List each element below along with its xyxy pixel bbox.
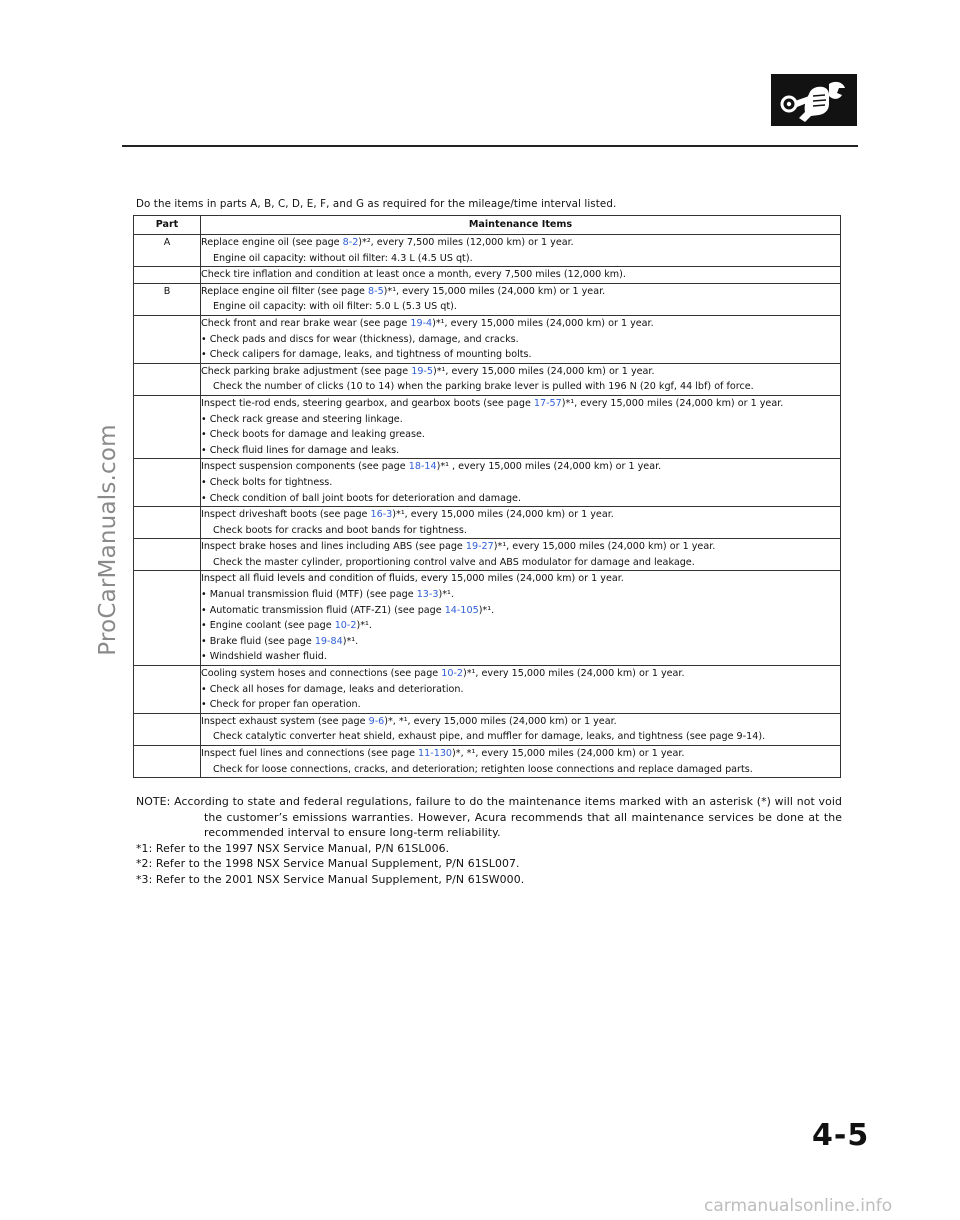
wrench-fist-icon	[771, 74, 857, 126]
page-reference-link[interactable]: 14-105	[444, 604, 479, 616]
page-reference-link[interactable]: 19-5	[411, 365, 433, 377]
page-reference-link[interactable]: 13-3	[416, 589, 439, 601]
item-line-text: Cooling system hoses and connections (see page	[201, 668, 442, 680]
table-row	[134, 571, 841, 666]
page-reference-link[interactable]: 17-57	[533, 397, 562, 409]
side-watermark: ProCarManuals.com	[95, 424, 121, 656]
table-row	[134, 746, 841, 778]
items-cell	[201, 235, 841, 267]
part-cell	[134, 507, 201, 539]
item-line-text: Inspect fuel lines and connections (see page	[201, 748, 419, 759]
item-line-text: )*¹, every 15,000 miles (24,000 km) or 1 year.	[463, 668, 685, 680]
page-reference-link[interactable]: 19-4	[410, 317, 433, 329]
item-line-text: Replace engine oil (see page	[201, 237, 343, 248]
col-items-header: Maintenance Items	[201, 216, 841, 235]
item-line: • Check all hoses for damage, leaks and deterioration.	[201, 683, 464, 695]
note-text: NOTE: According to state and federal regulations, failure to do the maintenance items marked with an asterisk (*) will not void the customer’s emissions warranties. However, Acura recommends that all maintenance services be done at the recommended interval to ensure long-term reliability.	[136, 795, 842, 840]
footnote-3: *3: Refer to the 2001 NSX Service Manual Supplement, P/N 61SW000.	[136, 872, 525, 886]
item-line	[201, 507, 840, 523]
item-line-text: )*¹.	[478, 604, 495, 616]
item-line: Inspect all fluid levels and condition of fluids, every 15,000 miles (24,000 km) or 1 year.	[201, 573, 624, 585]
item-line	[201, 666, 840, 682]
item-line: Check catalytic converter heat shield, exhaust pipe, and muffler for damage, leaks, and tightness (see page 9-14).	[213, 731, 766, 743]
items-cell	[201, 459, 841, 507]
table-row	[134, 315, 841, 363]
table-body	[134, 235, 841, 778]
item-line: Engine oil capacity: without oil filter: 4.3 L (4.5 US qt).	[213, 252, 473, 264]
item-line	[201, 634, 840, 650]
footnote-2: *2: Refer to the 1998 NSX Service Manual Supplement, P/N 61SL007.	[136, 857, 520, 871]
item-line-text: )*¹, every 15,000 miles (24,000 km) or 1 year.	[392, 509, 614, 521]
page-reference-link[interactable]: 11-130	[418, 748, 453, 759]
part-cell	[134, 713, 201, 745]
item-line: Engine oil capacity: with oil filter: 5.0 L (5.3 US qt).	[213, 301, 457, 313]
part-cell	[134, 363, 201, 395]
table-header-row	[134, 216, 841, 235]
item-line-text: )*¹, every 15,000 miles (24,000 km) or 1 year.	[383, 285, 606, 297]
table-row	[134, 713, 841, 745]
table-row	[134, 235, 841, 267]
items-cell	[201, 267, 841, 284]
item-line	[201, 396, 840, 412]
items-cell	[201, 507, 841, 539]
intro-text: Do the items in parts A, B, C, D, E, F, and G as required for the mileage/time interval listed.	[136, 198, 617, 210]
table-row	[134, 267, 841, 284]
item-line: • Check boots for damage and leaking grease.	[201, 429, 425, 441]
table-row	[134, 459, 841, 507]
item-line	[201, 746, 840, 762]
notes-block	[136, 794, 842, 888]
page-reference-link[interactable]: 18-14	[408, 461, 437, 473]
part-cell: B	[134, 283, 201, 315]
items-cell	[201, 539, 841, 571]
item-line-text: )*¹.	[438, 589, 454, 601]
part-cell	[134, 395, 201, 458]
page-reference-link[interactable]: 9-6	[368, 715, 385, 727]
item-line: Check tire inflation and condition at least once a month, every 7,500 miles (12,000 km).	[201, 269, 626, 281]
items-cell	[201, 571, 841, 666]
part-cell	[134, 459, 201, 507]
items-cell	[201, 713, 841, 745]
item-line-text: Replace engine oil filter (see page	[201, 285, 368, 297]
table-row	[134, 395, 841, 458]
item-line: • Check condition of ball joint boots for deterioration and damage.	[201, 492, 522, 504]
item-line-text: Inspect suspension components (see page	[201, 461, 409, 473]
item-line-text: )*, *¹, every 15,000 miles (24,000 km) or 1 year.	[452, 748, 685, 759]
col-part-header: Part	[134, 216, 201, 235]
item-line-text: Inspect brake hoses and lines including ABS (see page	[201, 541, 466, 553]
table-row	[134, 539, 841, 571]
item-line: • Check fluid lines for damage and leaks.	[201, 444, 400, 456]
item-line	[201, 235, 840, 251]
item-line-text: )*², every 7,500 miles (12,000 km) or 1 year.	[358, 237, 574, 248]
item-line-text: )*¹.	[356, 620, 372, 632]
item-line-text: )*¹, every 15,000 miles (24,000 km) or 1 year.	[432, 317, 654, 329]
page-number: 4-5	[812, 1118, 870, 1153]
table-row	[134, 507, 841, 539]
items-cell	[201, 746, 841, 778]
item-line-text: • Automatic transmission fluid (ATF-Z1) (see page	[201, 604, 445, 616]
item-line: Check boots for cracks and boot bands for tightness.	[213, 524, 467, 536]
item-line: Check the number of clicks (10 to 14) when the parking brake lever is pulled with 196 N (20 kgf, 44 lbf) of force.	[213, 381, 754, 393]
item-line-text: )*¹, every 15,000 miles (24,000 km) or 1 year.	[561, 397, 784, 409]
item-line	[201, 459, 840, 475]
page-reference-link[interactable]: 10-2	[441, 668, 464, 680]
maintenance-table	[133, 215, 841, 778]
items-cell	[201, 315, 841, 363]
page-reference-link[interactable]: 10-2	[334, 620, 357, 632]
item-line-text: Inspect tie-rod ends, steering gearbox, and gearbox boots (see page	[201, 397, 534, 409]
part-cell	[134, 666, 201, 714]
item-line	[201, 714, 840, 730]
part-cell	[134, 267, 201, 284]
item-line	[201, 364, 840, 380]
page-reference-link[interactable]: 8-5	[368, 285, 384, 297]
table-row	[134, 666, 841, 714]
item-line: • Check pads and discs for wear (thickness), damage, and cracks.	[201, 333, 519, 345]
header-rule	[122, 145, 858, 147]
part-cell	[134, 315, 201, 363]
item-line: • Check calipers for damage, leaks, and tightness of mounting bolts.	[201, 349, 532, 361]
part-cell: A	[134, 235, 201, 267]
item-line	[201, 316, 840, 332]
item-line-text: • Engine coolant (see page	[201, 620, 335, 632]
items-cell	[201, 395, 841, 458]
item-line: • Check for proper fan operation.	[201, 699, 361, 711]
table-row	[134, 363, 841, 395]
item-line	[201, 603, 840, 619]
item-line-text: )*¹, every 15,000 miles (24,000 km) or 1 year.	[433, 365, 655, 377]
item-line: • Check bolts for tightness.	[201, 476, 333, 488]
item-line: Check the master cylinder, proportioning control valve and ABS modulator for damage and leakage.	[213, 556, 695, 568]
item-line: Check for loose connections, cracks, and deterioration; retighten loose connections and replace damaged parts.	[213, 763, 753, 775]
item-line-text: )*¹, every 15,000 miles (24,000 km) or 1 year.	[493, 541, 716, 553]
item-line-text: )*¹ , every 15,000 miles (24,000 km) or 1 year.	[436, 461, 662, 473]
item-line	[201, 618, 840, 634]
part-cell	[134, 571, 201, 666]
item-line-text: Check front and rear brake wear (see page	[201, 317, 411, 329]
item-line-text: Check parking brake adjustment (see page	[201, 365, 412, 377]
table-row	[134, 283, 841, 315]
items-cell	[201, 283, 841, 315]
item-line	[201, 284, 840, 300]
item-line-text: • Brake fluid (see page	[201, 635, 315, 647]
item-line	[201, 587, 840, 603]
logo-graphic	[771, 74, 857, 126]
item-line-text: Inspect driveshaft boots (see page	[201, 509, 371, 521]
part-cell	[134, 539, 201, 571]
page-reference-link[interactable]: 8-2	[342, 237, 359, 248]
part-cell	[134, 746, 201, 778]
item-line-text: )*¹.	[342, 635, 359, 647]
item-line: • Windshield washer fluid.	[201, 651, 327, 663]
page-reference-link[interactable]: 16-3	[370, 509, 393, 521]
item-line-text: • Manual transmission fluid (MTF) (see page	[201, 589, 417, 601]
item-line-text: )*, *¹, every 15,000 miles (24,000 km) or 1 year.	[384, 715, 617, 727]
page-reference-link[interactable]: 19-27	[465, 541, 494, 553]
footnote-1: *1: Refer to the 1997 NSX Service Manual, P/N 61SL006.	[136, 841, 450, 855]
item-line: • Check rack grease and steering linkage.	[201, 413, 403, 425]
item-line	[201, 539, 840, 555]
items-cell	[201, 363, 841, 395]
footer-watermark: carmanualsonline.info	[704, 1196, 893, 1216]
items-cell	[201, 666, 841, 714]
item-line-text: Inspect exhaust system (see page	[201, 715, 369, 727]
page-reference-link[interactable]: 19-84	[314, 635, 343, 647]
